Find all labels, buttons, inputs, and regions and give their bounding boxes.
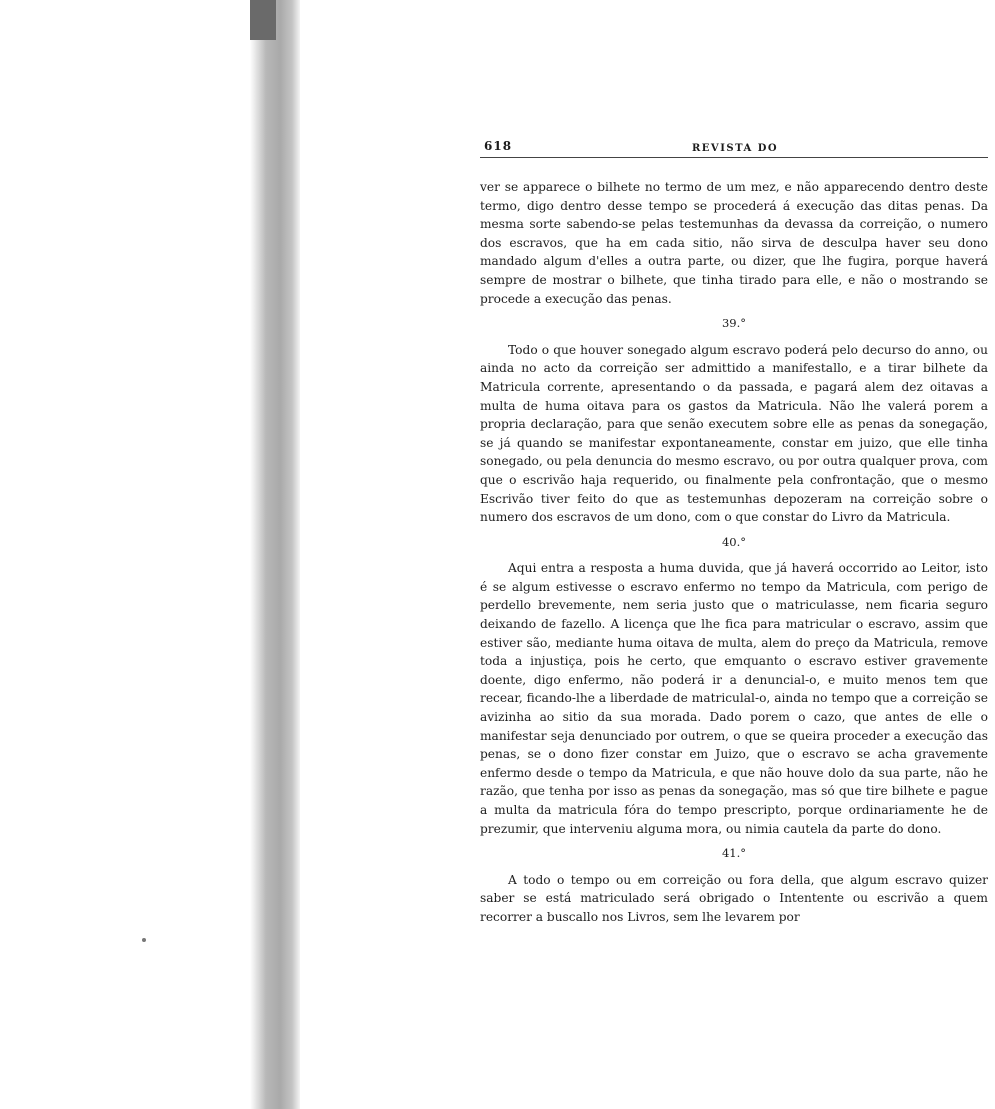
book-spine-edge	[250, 0, 276, 40]
page-speck	[142, 938, 146, 942]
section-number-41: 41.°	[721, 846, 747, 861]
section-number-39: 39.°	[721, 316, 747, 331]
page-number: 618	[484, 139, 513, 153]
section-number-40: 40.°	[721, 534, 747, 549]
paragraph-40: Aqui entra a resposta a huma duvida, que já haverá occorrido ao Leitor, isto é se algum estivesse o escravo enfermo no tempo da Matricula, com perigo de perdello brevemente, nem seria justo que o matriculasse, nem ficaria seguro deixando de fazello. A licença que lhe fica para matricular o escravo, assim que estiver são, mediante huma oitava de multa, alem do preço da Matricula, remove toda a injustiça, pois he certo, que emquanto o escravo estiver gravemente doente, digo enfermo, não poderá ir a denuncial-o, e muito menos tem que recear, ficando-lhe a liberdade de matriculal-o, ainda no tempo que a correição se avizinha ao sitio da sua morada. Dado porem o cazo, que antes de elle o manifestar seja denunciado por outrem, o que se queira proceder a execução das penas, se o dono fizer constar em Juizo, que o escravo se acha gravemente enfermo desde o tempo da Matricula, e que não houve dolo da sua parte, não he razão, que tenha por isso as penas da sonegação, mas só que tire bilhete e pague a multa da matricula fóra do tempo prescripto, porque ordinariamente he de prezumir, que interveniu alguma mora, ou nimia cautela da parte do dono.	[480, 561, 988, 836]
running-title: REVISTA DO	[692, 143, 779, 154]
book-gutter-shadow	[0, 0, 300, 1109]
paragraph-continued: ver se apparece o bilhete no termo de um mez, e não apparecendo dentro deste termo, digo dentro desse tempo se procederá á execução das ditas penas. Da mesma sorte sabendo-se pelas testemunhas da devassa da correição, o numero dos escravos, que ha em cada sitio, não sirva de desculpa haver seu dono mandado algum d'elles a outra parte, ou dizer, que lhe fugira, porque haverá sempre de mostrar o bilhete, que tinha tirado para elle, e não o mostrando se procede a execução das penas.	[480, 180, 988, 306]
book-page	[480, 135, 988, 927]
page-body	[480, 178, 988, 927]
paragraph-41: A todo o tempo ou em correição ou fora della, que algum escravo quizer saber se está matriculado será obrigado o Intentente ou escrivão a quem recorrer a buscallo nos Livros, sem lhe levarem por	[480, 872, 988, 924]
paragraph-39: Todo o que houver sonegado algum escravo poderá pelo decurso do anno, ou ainda no acto da correição ser admittido a manifestallo, e a tirar bilhete da Matricula corrente, apresentando o da passada, e pagará alem dez oitavas a multa de huma oitava para os gastos da Matricula. Não lhe valerá porem a propria declaração, para que senão executem sobre elle as penas da sonegação, se já quando se manifestar expontaneamente, constar em juizo, que elle tinha sonegado, ou pela denuncia do mesmo escravo, ou por outra qualquer prova, com que o escrivão haja requerido, ou finalmente pela confrontação, que o mesmo Escrivão tiver feito do que as testemunhas depozeram na correição sobre o numero dos escravos de um dono, com o que constar do Livro da Matricula.	[480, 342, 988, 525]
page-header	[480, 135, 988, 158]
